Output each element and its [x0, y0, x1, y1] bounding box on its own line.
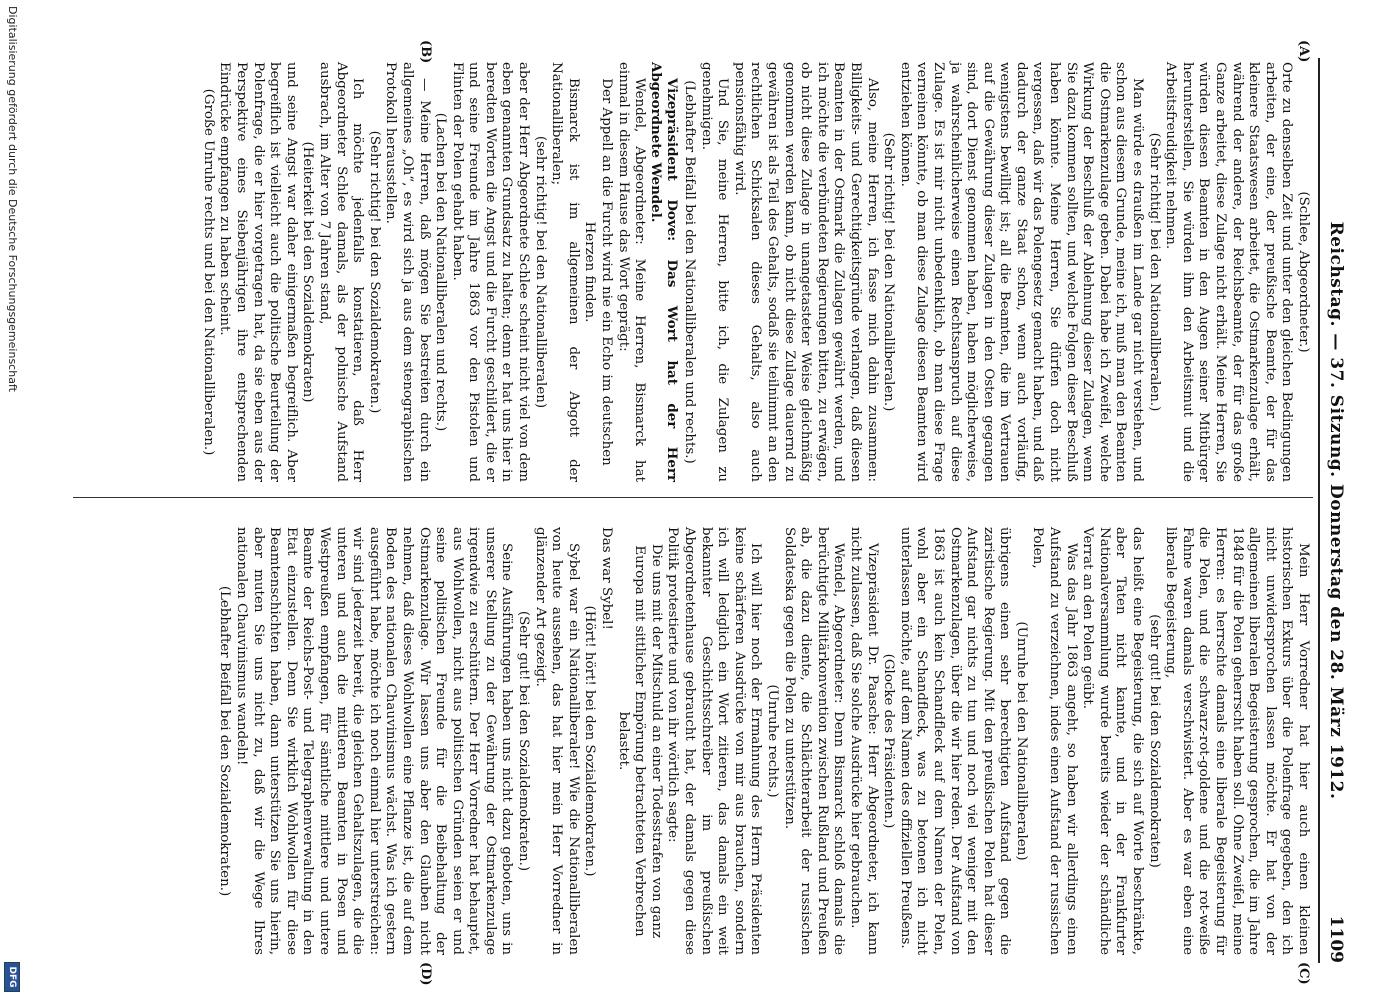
margin-mark-b: (B)	[418, 40, 433, 64]
paragraph: Bismarck ist im allgemeinen der Abgott der Nationalliberalen;	[549, 62, 581, 482]
paragraph: das heißt eine Begeisterung, die sich auf Worte beschränkte, aber Taten nicht kannte, und in der Frankfurter Nationalversammlung wurde bereits wieder der schändliche Verrat an den Polen geübt.	[1080, 527, 1146, 955]
interjection: (Unruhe rechts.)	[765, 684, 780, 798]
paragraph: — Meine Herren, daß mögen Sie bestreiten durch ein allgemeines „Oh“, es wird sich ja aus dem stenographischen Protokoll herausstellen.	[383, 62, 432, 482]
interjection: (Große Unruhe rechts und bei den Nationalliberalen.)	[200, 88, 216, 456]
paragraph: Also, meine Herren, ich fasse mich dahin zusammen: Billigkeits- und Gerechtigkeitsgründe verlangen, daß diesen Beamten in der Ostmark die Zulagen gewährt werden, und ich möchte die verbündeten Regierungen bitten, zu erwägen, ob nicht diese Zulage in unangetasteter Weise gleichmäßig genommen werden kann, ob nicht diese Zulage dauernd zu gewähren ist als Teil des Gehalts, sodaß sie teilnimmt an den rechtlichen Schicksalen dieses Gehalts, also auch pensionsfähig wird.	[731, 62, 880, 482]
interjection: (Hört! hört! bei den Sozialdemokraten.)	[582, 605, 598, 877]
paragraph: Ich will hier noch der Ermahnung des Herrn Präsidenten keine schärferen Ausdrücke von mir aus brauchen, sondern ich will lediglich ein Wort zitieren, das damals ein weit bekannter Geschichtsschreiber im preußischen Abgeordnetenhause gebraucht hat, der damals gegen diese Politik protestierte und von ihr wörtlich sagte:	[665, 527, 764, 955]
interjection: (Sehr gut! bei den Sozialdemokraten.)	[516, 610, 532, 872]
margin-mark-c: (C)	[1296, 962, 1311, 985]
paragraph: Was das Jahr 1863 angeht, so haben wir allerdings einen Aufstand zu verzeichnen, indes einen Aufstand der russischen Polen,	[1030, 527, 1079, 955]
paragraph: und seine Angst war daher einigermaßen begreiflich. Aber begreiflich ist vielleicht auch die politische Beurteilung der Polenfrage, die er hier vorgetragen hat, da sie eben aus der Perspektive eines Siebenjährigen ihre entsprechenden Eindrücke empfangen zu haben scheint.	[217, 62, 299, 482]
interjection: (Sehr richtig! bei den Nationalliberalen.)	[1146, 132, 1162, 412]
left-column	[199, 62, 1311, 482]
paragraph: übrigens einen sehr berechtigten Aufstand gegen die zaristische Regierung. Mit den preußischen Polen hat dieser Aufstand gar nichts zu tun und noch viel weniger mit den Ostmarkenzulagen, über die wir hier reden. Der Aufstand von 1863 ist auch kein Schandfleck auf dem Namen der Polen, wohl aber ein Schandfleck, was zu betonen ich nicht unterlassen möchte, auf dem Namen des offiziellen Preußens.	[897, 527, 1013, 955]
dfg-logo: DFG	[4, 962, 20, 992]
quotation: Die uns mit der Mitschuld an einer Todesstrafen von ganz Europa mit sittlicher Empörung betrachteten Verbrechen belastet.	[615, 543, 664, 939]
digitization-credit: Digitalisierung gefördert durch die Deutsche Forschungsgemeinschaft	[6, 6, 19, 392]
speaker-paragraph: Vizepräsident Dr. Paasche: Herr Abgeordneter, ich kann nicht zulassen, daß Sie solche Ausdrücke hier gebrauchen.	[847, 527, 880, 955]
speaker-paragraph: Wendel, Abgeordneter: Denn Bismarck schloß damals die berüchtigte Militärkonvention zwischen Rußland und Preußen ab, die dazu diente, die Schlächterarbeit der russischen Soldateska gegen die Polen zu unterstützen.	[781, 527, 847, 955]
paragraph: Das war Sybel!	[599, 527, 615, 630]
column-divider	[73, 497, 1313, 498]
paragraph: Sybel war ein Nationalliberaler! Wie die Nationalliberalen von heute aussehen, das hat hier mein Herr Vorredner in glänzender Art gezeigt.	[532, 527, 581, 955]
margin-mark-d: (D)	[418, 962, 433, 986]
quotation: Der Appell an die Furcht wird nie ein Echo im deutschen Herzen finden.	[582, 78, 615, 466]
speaker-paragraph: Vizepräsident Dove: Das Wort hat der Herr Abgeordnete Wendel.	[647, 62, 681, 482]
paragraph: (Schlee, Abgeordneter.)	[1296, 191, 1311, 353]
interjection: (Sehr richtig! bei den Nationalliberalen.)	[881, 132, 897, 412]
page-footer	[0, 0, 25, 1000]
page-number: 1109	[1326, 915, 1346, 963]
page-header	[1318, 58, 1348, 963]
paragraph: Ich möchte jedenfalls konstatieren, daß Herr Abgeordneter Schlee damals, als der polnische Aufstand ausbrach, im Alter von 7 Jahren stand,	[316, 62, 366, 482]
paragraph: Mein Herr Vorredner hat hier auch einen kleinen historischen Exkurs über die Polenfrage gegeben, den ich nicht unwidersprochen lassen möchte. Er hat von der allgemeinen liberalen Begeisterung gesprochen, die im Jahre 1848 für die Polen geherrscht haben soll. Ohne Zweifel, meine Herren: es herrschte damals eine liberale Begeisterung für die Polen, und die schwarz-rot-goldene und die rot-weiße Fahne waren damals verschwistert. Aber es war eben eine liberale Begeisterung,	[1163, 527, 1311, 955]
interjection: (sehr richtig! bei den Nationalliberalen)	[532, 135, 548, 409]
paragraph: Seine Ausführungen haben uns nicht dazu geboten, uns in unserer Stellung zu der Gewährung der Ostmarkenzulage irgendwie zu erschüttern. Der Herr Vorredner hat behauptet, aus Wohlwollen, nicht aus politischen Gründen seien er und seine politischen Freunde für die Beibehaltung der Ostmarkenzulage. Wir lassen uns aber den Glauben nicht nehmen, daß dieses Wohlwollen eine Pflanze ist, die auf dem Boden des nationalen Chauvinismus wächst. Was ich gestern ausgeführt habe, möchte ich noch einmal hier unterstreichen: wir sind jederzeit bereit, die gleichen Gehaltszulagen, die die unteren und auch die mittleren Beamten in Posen und Westpreußen empfangen, für sämtliche mittlere und untere Beamte der Reichs-Post- und Telegraphenverwaltung in den Etat einzustellen. Denn Sie wirklich Wohlwollen für diese Beamtenschichten haben, dann unterstützen Sie uns hierin, aber muten Sie uns nicht zu, daß wir die Wege Ihres nationalen Chauvinismus wandeln!	[234, 527, 515, 955]
right-column	[216, 527, 1311, 955]
running-head: Reichstag. — 37. Sitzung. Donnerstag den 28. März 1912.	[1326, 221, 1346, 800]
interjection: (Unruhe bei den Nationalliberalen)	[1013, 621, 1029, 861]
speaker-paragraph: Wendel, Abgeordneter: Meine Herren, Bismarck hat einmal in diesem Hause das Wort geprägt:	[615, 62, 648, 482]
interjection: (Sehr richtig! bei den Sozialdemokraten.)	[366, 130, 382, 414]
interjection: (Lebhafter Beifall bei den Nationalliberalen und rechts.)	[682, 80, 698, 464]
interjection: (Lebhafter Beifall bei den Sozialdemokraten.)	[217, 585, 233, 897]
interjection: (Glocke des Präsidenten.)	[881, 653, 897, 829]
paragraph: aber der Herr Abgeordnete Schlee scheint nicht viel von dem eben genannten Grundsatz zu halten; denn er hat uns hier in beredten Worten die Angst und die Furcht geschildert, die er und seine Freunde im Jahre 1863 vor den Pistolen und Flinten der Polen gehabt haben.	[449, 62, 532, 482]
margin-mark-a: (A)	[1296, 40, 1311, 63]
paragraph: Und Sie, meine Herren, bitte ich, die Zulagen zu genehmigen.	[698, 62, 731, 482]
interjection: (Heiterkeit bei den Sozialdemokraten)	[300, 141, 316, 403]
interjection: (Lachen bei den Nationalliberalen und rechts.)	[433, 112, 449, 432]
paragraph: Orte zu denselben Zeit und unter den gleichen Bedingungen arbeiten, der eine, der preußische Beamte, der für das kleinere Staatswesen arbeitet, die Ostmarkenzulage erhält, während der andere, der Reichsbeamte, der für das große Ganze arbeitet, diese Zulage nicht erhält. Meine Herren, Sie würden diesen Beamten in den Augen seiner Mitbürger herunterstellen, Sie würden ihm den Arbeitsmut und die Arbeitsfreudigkeit nehmen.	[1163, 62, 1295, 482]
interjection: (sehr gut! bei den Sozialdemokraten)	[1146, 614, 1162, 868]
paragraph: Man würde es draußen im Lande gar nicht verstehen, und schon aus diesem Grunde, meine ich, muß man den Beamten die Ostmarkenzulage geben. Dabei habe ich Zweifel, welche Wirkung der Beschluß der Ablehnung dieser Zulagen, wenn Sie dazu kommen sollten, und welche Folgen dieser Beschluß haben könnte. Meine Herren, Sie dürfen doch nicht vergessen, daß wir das Polengesetz gemacht haben, und daß dadurch der ganze Staat schon, wenn auch vorläufig, wenigstens bewilligt ist; all die Beamten, die im Vertrauen auf die Gewährung dieser Zulagen in den Osten gegangen sind, dort Dienst genommen haben, haben möglicherweise, ja wahrscheinlicherweise einen Rechtsanspruch auf diese Zulage. Es ist mir nicht unbedenklich, ob man diese Frage verneinen könnte, ob man diese Zulage diesen Beamten wird entziehen können.	[897, 62, 1146, 482]
